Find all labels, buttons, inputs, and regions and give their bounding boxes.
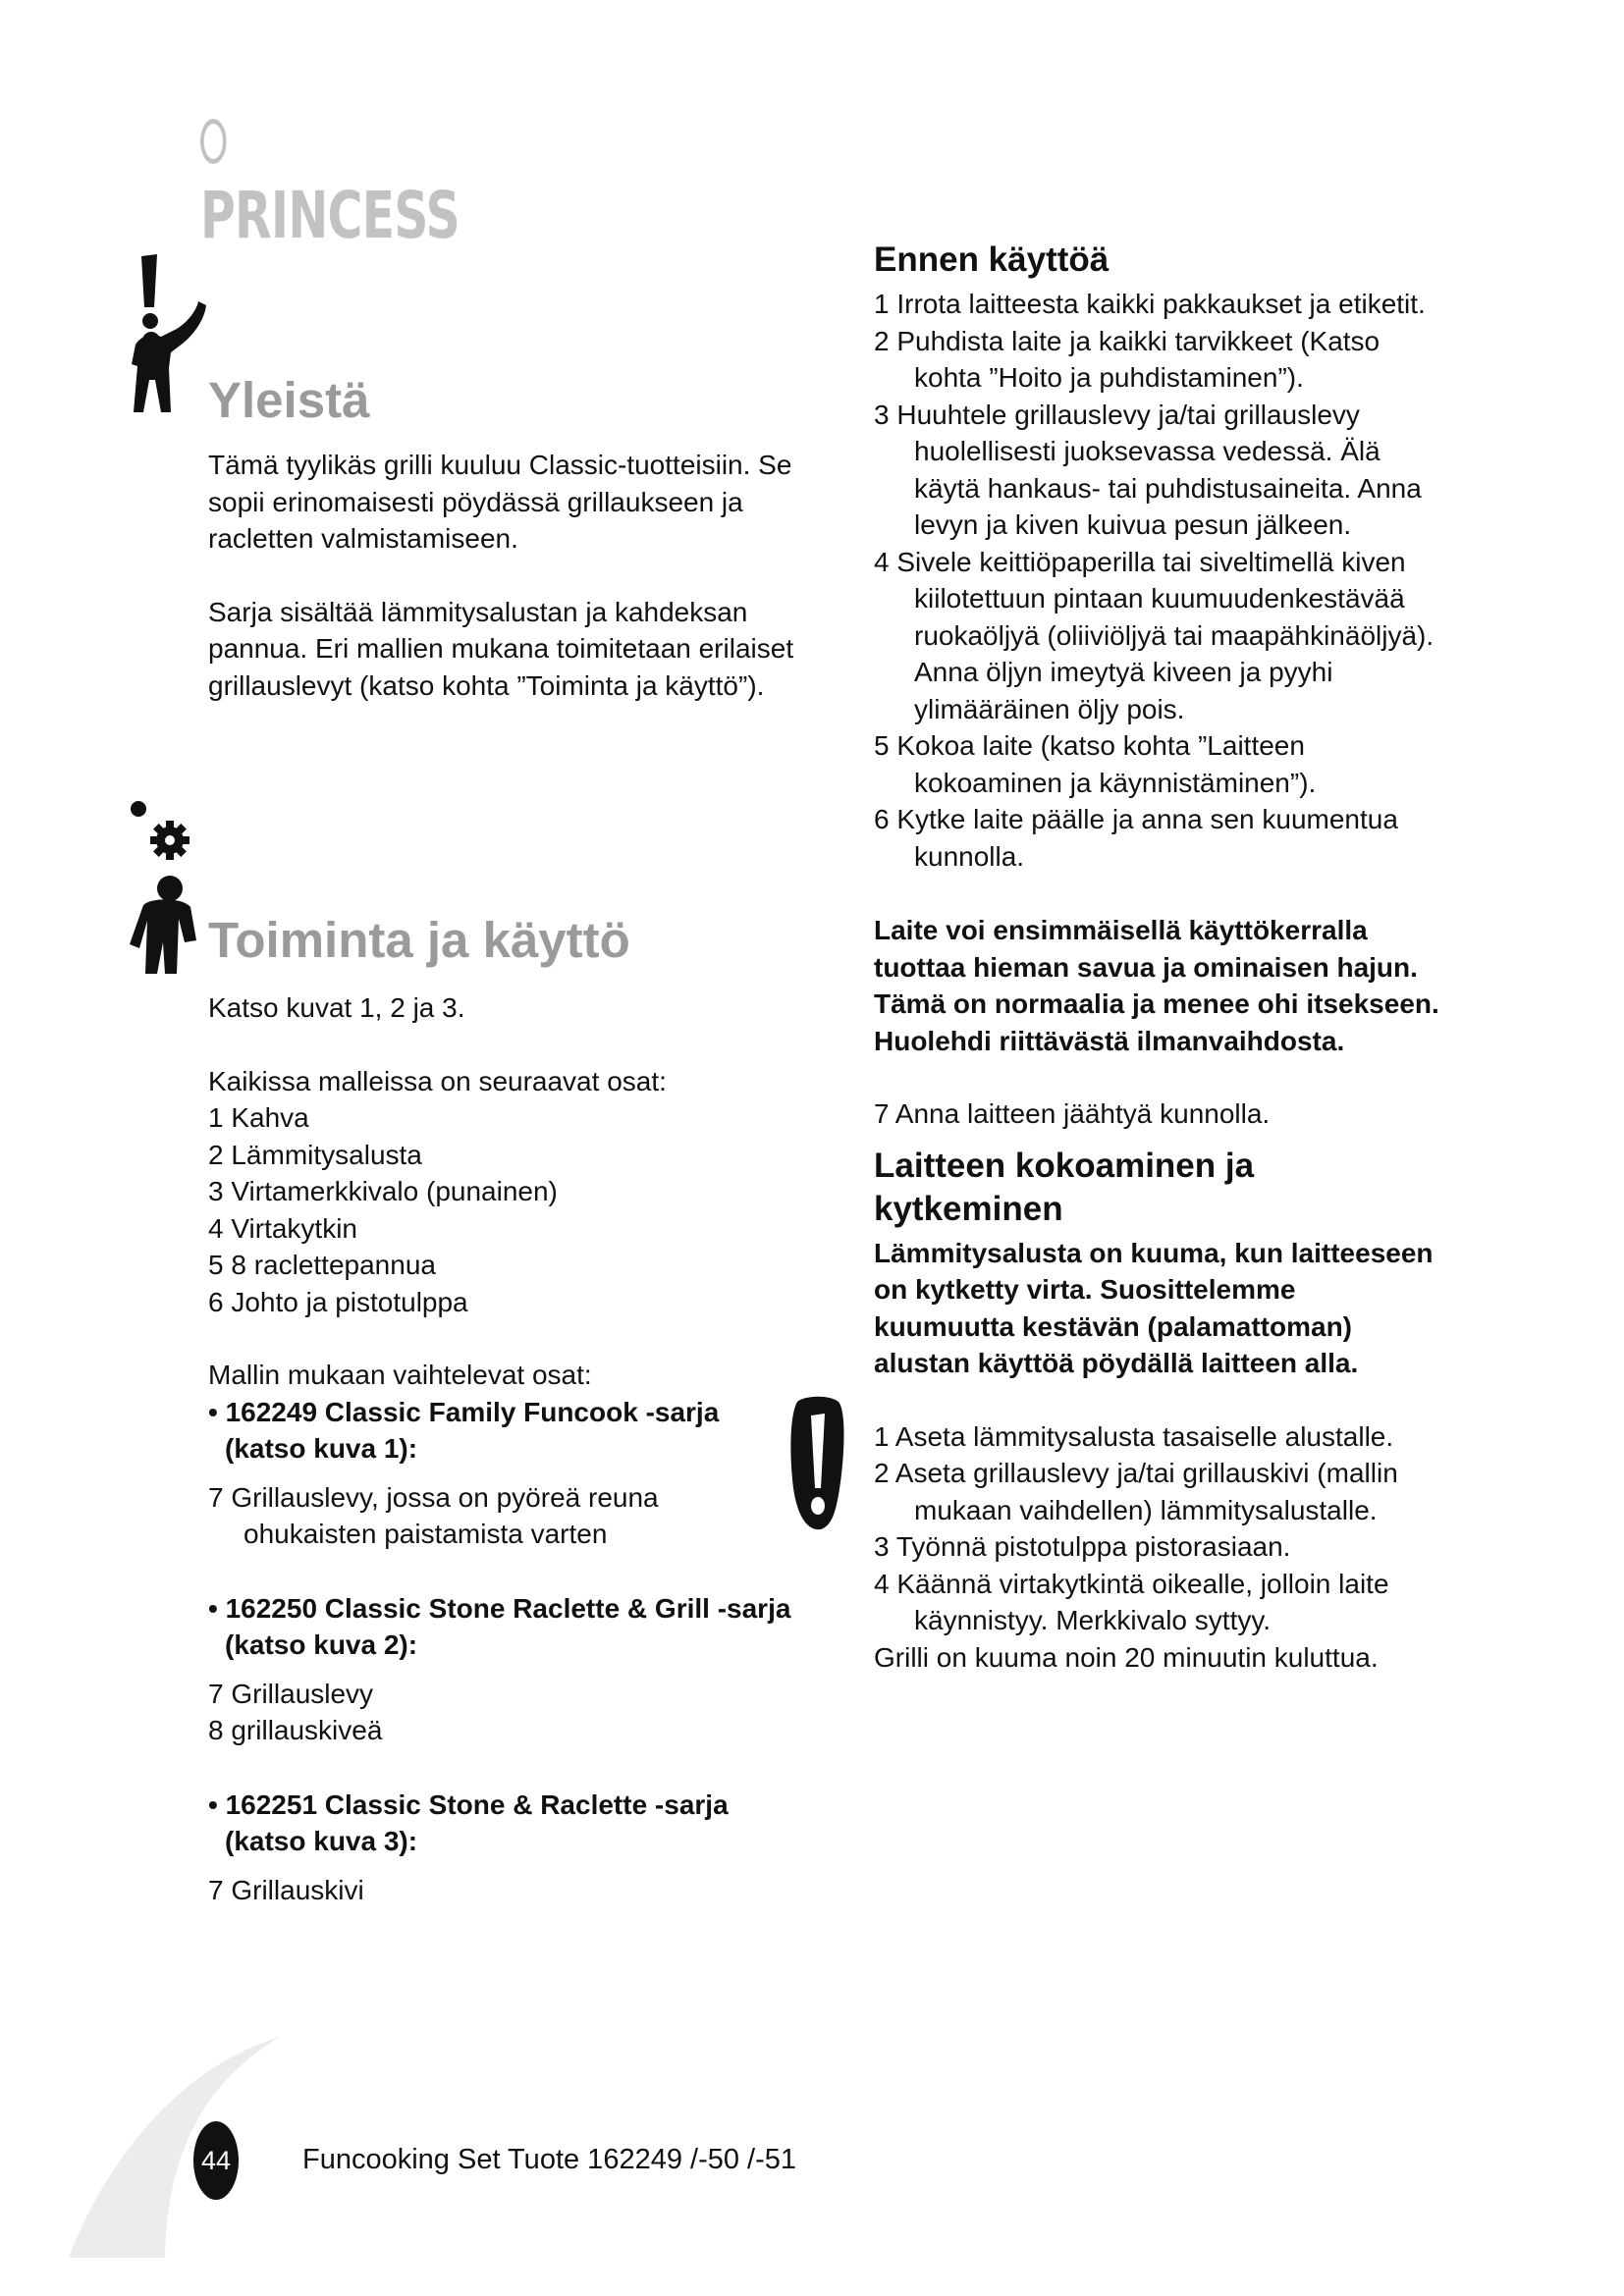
list-item: 6 Kytke laite päälle ja anna sen kuumentua kunnolla. [874, 804, 1398, 872]
list-item: 5 8 raclettepannua [208, 1250, 436, 1280]
list-item: 6 Johto ja pistotulppa [208, 1286, 468, 1317]
list-item: 3 Virtamerkkivalo (punainen) [208, 1176, 558, 1206]
exclamation-figure-icon [128, 250, 206, 417]
list-item: 4 Sivele keittiöpaperilla tai siveltimellä kiven kiilotettuun pintaan kuumuudenkestävää ruokaöljyä (oliiviöljyä tai maapähkinäöljyä). Anna öljyn imeytyä kiveen ja pyyhi ylimääräinen öljy pois. [874, 546, 1435, 724]
yleista-paragraph-2: Sarja sisältää lämmitysalustan ja kahdeksan pannua. Eri mallien mukana toimitetaan erilaiset grillauslevyt (katso kohta ”Toiminta ja käyttö”). [208, 596, 794, 701]
page-number: 44 [193, 2121, 239, 2200]
crown-icon [200, 119, 227, 164]
ennen-step-7: 7 Anna laitteen jäähtyä kunnolla. [874, 1098, 1271, 1129]
list-item: 2 Lämmitysalusta [208, 1139, 422, 1170]
list-item: 4 Käännä virtakytkintä oikealle, jolloin laite käynnistyy. Merkkivalo syttyy. [874, 1568, 1389, 1635]
footer-swoosh-decoration [59, 2032, 285, 2268]
list-item: 2 Puhdista laite ja kaikki tarvikkeet (Katso kohta ”Hoito ja puhdistaminen”). [874, 325, 1380, 393]
set2-item: 7 Grillauslevy [208, 1678, 374, 1709]
list-item: 1 Aseta lämmitysalusta tasaiselle alustalle. [874, 1420, 1394, 1452]
first-use-note: Laite voi ensimmäisellä käyttökerralla tuottaa hieman savua ja ominaisen hajun. Tämä on normaalia ja menee ohi itsekseen. Huolehdi riittävästä ilmanvaihdosta. [874, 915, 1439, 1056]
list-item: 4 Virtakytkin [208, 1212, 357, 1244]
set2-title: • 162250 Classic Stone Raclette & Grill -sarja (katso kuva 2): [208, 1592, 791, 1660]
set3-item: 7 Grillauskivi [208, 1874, 364, 1905]
section-title-yleista: Yleistä [208, 372, 370, 428]
section-title-toiminta: Toiminta ja käyttö [208, 912, 630, 968]
footer-text: Funcooking Set Tuote 162249 /-50 /-51 [302, 2144, 797, 2175]
kokoaminen-steps-list [874, 1418, 1443, 1639]
kokoaminen-closing: Grilli on kuuma noin 20 minuutin kuluttua. [874, 1641, 1379, 1673]
parts-list [208, 1099, 797, 1320]
parts-heading: Kaikissa malleissa on seuraavat osat: [208, 1065, 667, 1096]
gear-figure-icon [126, 795, 204, 977]
list-item: 1 Irrota laitteesta kaikki pakkaukset ja etiketit. [874, 289, 1426, 319]
variants-heading: Mallin mukaan vaihtelevat osat: [208, 1360, 592, 1390]
set1-item: 7 Grillauslevy, jossa on pyöreä reuna ohukaisten paistamista varten [208, 1481, 659, 1549]
set3-title: • 162251 Classic Stone & Raclette -sarja (katso kuva 3): [208, 1789, 729, 1856]
yleista-body [208, 447, 797, 740]
list-item: 5 Kokoa laite (katso kohta ”Laitteen kokoaminen ja käynnistäminen”). [874, 730, 1317, 798]
list-item: 3 Huuhtele grillauslevy ja/tai grillauslevy huolellisesti juoksevassa vedessä. Älä käytä hankaus- tai puhdistusaineita. Anna levyn ja kiven kuivua pesun jälkeen. [874, 399, 1422, 540]
heading-kokoaminen: Laitteen kokoaminen ja kytkeminen [874, 1146, 1255, 1228]
list-item: 2 Aseta grillauslevy ja/tai grillauskivi (mallin mukaan vaihdellen) lämmitysalustalle. [874, 1458, 1398, 1525]
list-item: 1 Kahva [208, 1102, 309, 1133]
heading-ennen-kayttoa: Ennen käyttöä [874, 240, 1110, 279]
princess-logo [200, 98, 460, 253]
yleista-paragraph-1: Tämä tyylikäs grilli kuuluu Classic-tuotteisiin. Se sopii erinomaisesti pöydässä grillaukseen ja racletten valmistamiseen. [208, 450, 792, 554]
right-column [874, 239, 1443, 1676]
logo-text: PRINCESS [200, 178, 460, 253]
toiminta-body [208, 989, 797, 1908]
heat-warning: Lämmitysalusta on kuuma, kun laitteeseen on kytketty virta. Suosittelemme kuumuutta kestävän (palamattoman) alustan käyttöä pöydällä laitteen alla. [874, 1237, 1434, 1378]
ennen-steps-list [874, 286, 1443, 875]
toiminta-intro: Katso kuvat 1, 2 ja 3. [208, 992, 465, 1023]
list-item: 3 Työnnä pistotulppa pistorasiaan. [874, 1531, 1291, 1562]
set2-item: 8 grillauskiveä [208, 1715, 383, 1745]
set1-title: • 162249 Classic Family Funcook -sarja (katso kuva 1): [208, 1396, 720, 1464]
